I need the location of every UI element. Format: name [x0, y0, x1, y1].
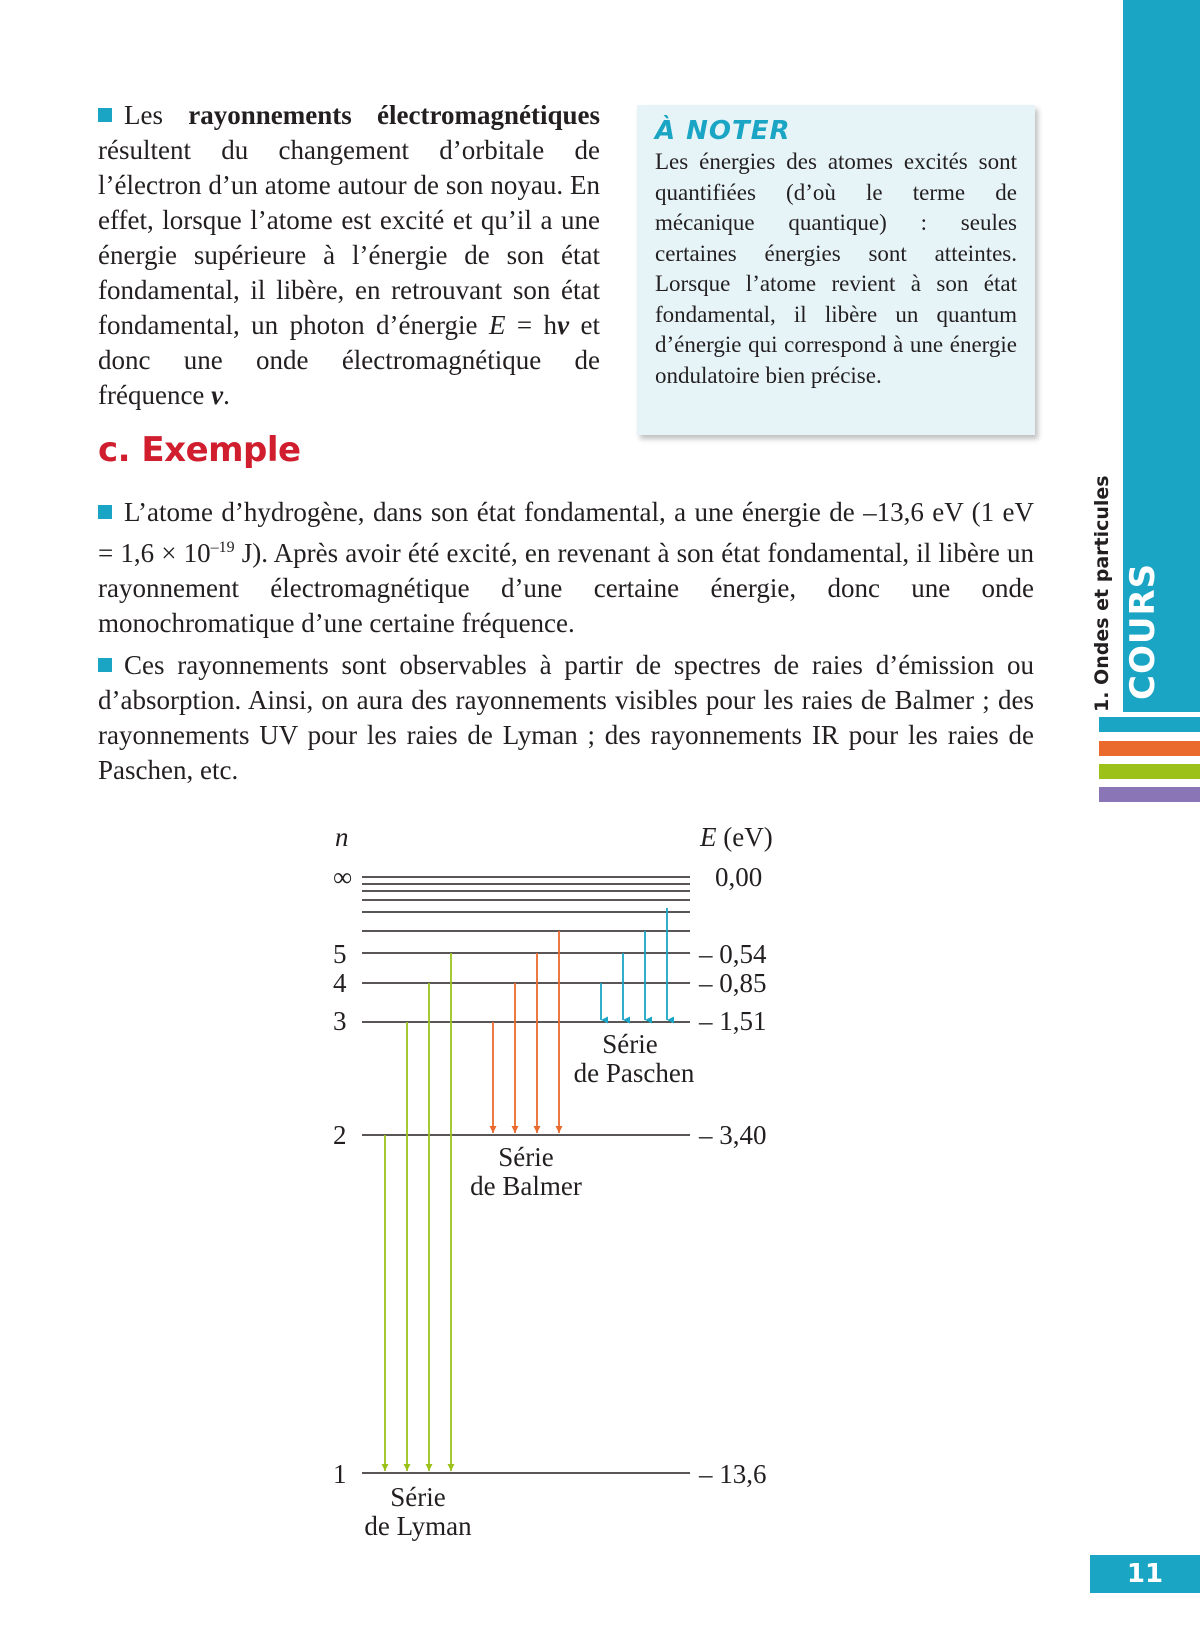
lyman-arrows	[385, 953, 451, 1471]
page-number: 11	[1090, 1555, 1200, 1593]
section-title: c. Exemple	[98, 430, 301, 470]
n-label-3: 3	[333, 1006, 347, 1036]
lyman-label-1: Série	[390, 1482, 446, 1512]
balmer-label-1: Série	[498, 1142, 554, 1172]
paragraph-rayonnements: Les rayonnements électromagnétiques résultent du changement d’orbitale de l’électron d’un atome autour de son noyau. En effet, lorsque l’atome est excité et qu’il a une énergie supérieure à l’énergie de son état fondamental, il libère, en retrouvant son état fondamental, un photon d’énergie E = hν et donc une onde électromagnétique de fréquence ν.	[98, 100, 601, 410]
e-label-3: – 1,51	[699, 1006, 767, 1036]
stripe-blue	[1099, 717, 1200, 732]
paschen-label-2: de Paschen	[573, 1058, 695, 1088]
n-label-4: 4	[333, 968, 347, 998]
e-label-2: – 3,40	[699, 1120, 767, 1150]
level-lines	[362, 877, 690, 1473]
paschen-label-1: Série	[602, 1029, 658, 1059]
cours-text: COURS	[1123, 562, 1163, 700]
balmer-arrows	[493, 931, 559, 1133]
paragraph-hydrogene: L’atome d’hydrogène, dans son état fondamental, a une énergie de –13,6 eV (1 eV = $1,6 \times 10^{-19}$ J). Après avoir été excité, en revenant à son état fondamental, il libère un rayonnement électromagnétique d’une certaine énergie, donc une onde monochromatique d’une certaine fréquence.	[98, 497, 1034, 638]
lyman-label-2: de Lyman	[364, 1511, 472, 1541]
e-label-1: – 13,6	[699, 1459, 767, 1489]
stripe-orange	[1099, 741, 1200, 756]
stripe-green	[1099, 764, 1200, 779]
e-label-5: – 0,54	[699, 939, 767, 969]
n-label-5: 5	[333, 939, 347, 969]
note-box	[637, 105, 1035, 435]
e-axis-label: E (eV)	[700, 822, 773, 852]
note-title: À NOTER	[655, 116, 791, 146]
n-label-inf: ∞	[333, 862, 353, 892]
bullet-icon	[98, 658, 112, 672]
bullet-icon	[98, 505, 112, 519]
n-axis-label: n	[335, 822, 349, 852]
note-body: Les énergies des atomes excités sont quantifiées (d’où le terme de mécanique quantique) : seules certaines énergies sont atteintes. Lorsque l’atome revient à son état fondamental, il libère un quantum d’énergie qui correspond à une énergie ondulatoire bien précise.	[655, 149, 1017, 388]
n-label-2: 2	[333, 1120, 347, 1150]
paschen-arrows	[601, 908, 667, 1020]
paragraph-spectres: Ces rayonnements sont observables à partir de spectres de raies d’émission ou d’absorption. Ainsi, on aura des rayonnements visibles pour les raies de Balmer ; des rayonnements UV pour les raies de Lyman ; des rayonnements IR pour les raies de Paschen, etc.	[98, 650, 1034, 785]
e-label-inf: 0,00	[715, 862, 763, 892]
stripe-purple	[1099, 787, 1200, 802]
bold-term: rayonnements électromagnétiques	[188, 100, 601, 130]
n-label-1: 1	[333, 1459, 347, 1489]
chapter-text: 1. Ondes et particules	[1091, 475, 1113, 712]
bullet-icon	[98, 108, 112, 122]
e-label-4: – 0,85	[699, 968, 767, 998]
balmer-label-2: de Balmer	[470, 1171, 582, 1201]
